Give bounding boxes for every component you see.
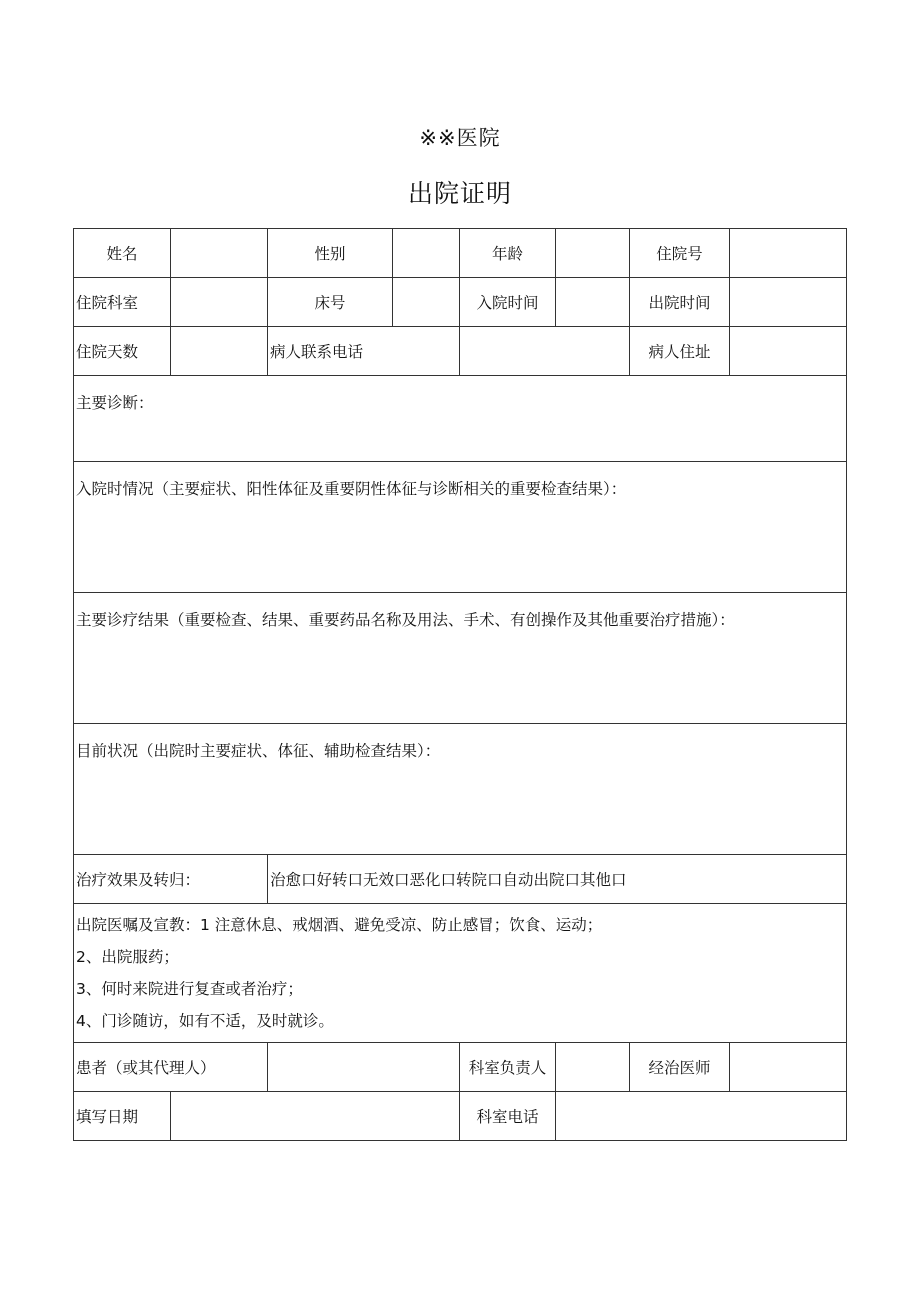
admission-status-label[interactable]: 入院时情况（主要症状、阳性体征及重要阴性体征与诊断相关的重要检查结果）： [74, 462, 847, 593]
dept-phone-label: 科室电话 [460, 1092, 556, 1141]
attending-label: 经治医师 [630, 1043, 730, 1092]
form-row-outcome [74, 855, 847, 904]
discharge-time-label: 出院时间 [630, 278, 730, 327]
form-row-treatment-results [74, 593, 847, 724]
address-label: 病人住址 [630, 327, 730, 376]
date-label: 填写日期 [74, 1092, 171, 1141]
phone-field[interactable] [460, 327, 630, 376]
bed-label: 床号 [268, 278, 393, 327]
discharge-advice [74, 904, 847, 1043]
outcome-options[interactable]: 治愈口好转口无效口恶化口转院口自动出院口其他口 [268, 855, 847, 904]
bed-field[interactable] [393, 278, 460, 327]
document-title: 出院证明 [407, 179, 512, 208]
age-field[interactable] [556, 229, 630, 278]
form-row-admission-status [74, 462, 847, 593]
days-label: 住院天数 [74, 327, 171, 376]
department-field[interactable] [171, 278, 268, 327]
patient-label: 患者（或其代理人） [74, 1043, 268, 1092]
dept-head-signature-field[interactable] [556, 1043, 630, 1092]
name-label: 姓名 [74, 229, 171, 278]
age-label: 年龄 [460, 229, 556, 278]
gender-field[interactable] [393, 229, 460, 278]
admit-time-label: 入院时间 [460, 278, 556, 327]
advice-line-1: 出院医嘱及宣教：1 注意休息、戒烟酒、避免受凉、防止感冒；饮食、运动； [76, 916, 603, 934]
form-row-main-diagnosis [74, 376, 847, 462]
date-field[interactable] [171, 1092, 460, 1141]
treatment-results-label[interactable]: 主要诊疗结果（重要检查、结果、重要药品名称及用法、手术、有创操作及其他重要治疗措施）： [74, 593, 847, 724]
admission-no-label: 住院号 [630, 229, 730, 278]
form-row-discharge-advice [74, 904, 847, 1043]
form-row-signatures [74, 1043, 847, 1092]
gender-label: 性别 [268, 229, 393, 278]
outcome-label: 治疗效果及转归： [74, 855, 268, 904]
form-row-contact [74, 327, 847, 376]
address-field[interactable] [730, 327, 847, 376]
discharge-time-field[interactable] [730, 278, 847, 327]
patient-signature-field[interactable] [268, 1043, 460, 1092]
name-field[interactable] [171, 229, 268, 278]
hospital-name: ※※医院 [419, 126, 501, 150]
form-row-patient-basic [74, 229, 847, 278]
admit-time-field[interactable] [556, 278, 630, 327]
form-row-date-phone [74, 1092, 847, 1141]
advice-line-4: 4、门诊随访，如有不适，及时就诊。 [76, 1012, 334, 1030]
form-row-current-status [74, 724, 847, 855]
days-field[interactable] [171, 327, 268, 376]
current-status-label[interactable]: 目前状况（出院时主要症状、体征、辅助检查结果）： [74, 724, 847, 855]
admission-no-field[interactable] [730, 229, 847, 278]
advice-line-2: 2、出院服药； [76, 948, 179, 966]
dept-phone-field[interactable] [556, 1092, 847, 1141]
attending-signature-field[interactable] [730, 1043, 847, 1092]
discharge-form [73, 228, 847, 1141]
form-row-admission [74, 278, 847, 327]
department-label: 住院科室 [74, 278, 171, 327]
main-diagnosis-label[interactable]: 主要诊断： [74, 376, 847, 462]
phone-label: 病人联系电话 [268, 327, 460, 376]
dept-head-label: 科室负责人 [460, 1043, 556, 1092]
advice-line-3: 3、何时来院进行复查或者治疗； [76, 980, 303, 998]
